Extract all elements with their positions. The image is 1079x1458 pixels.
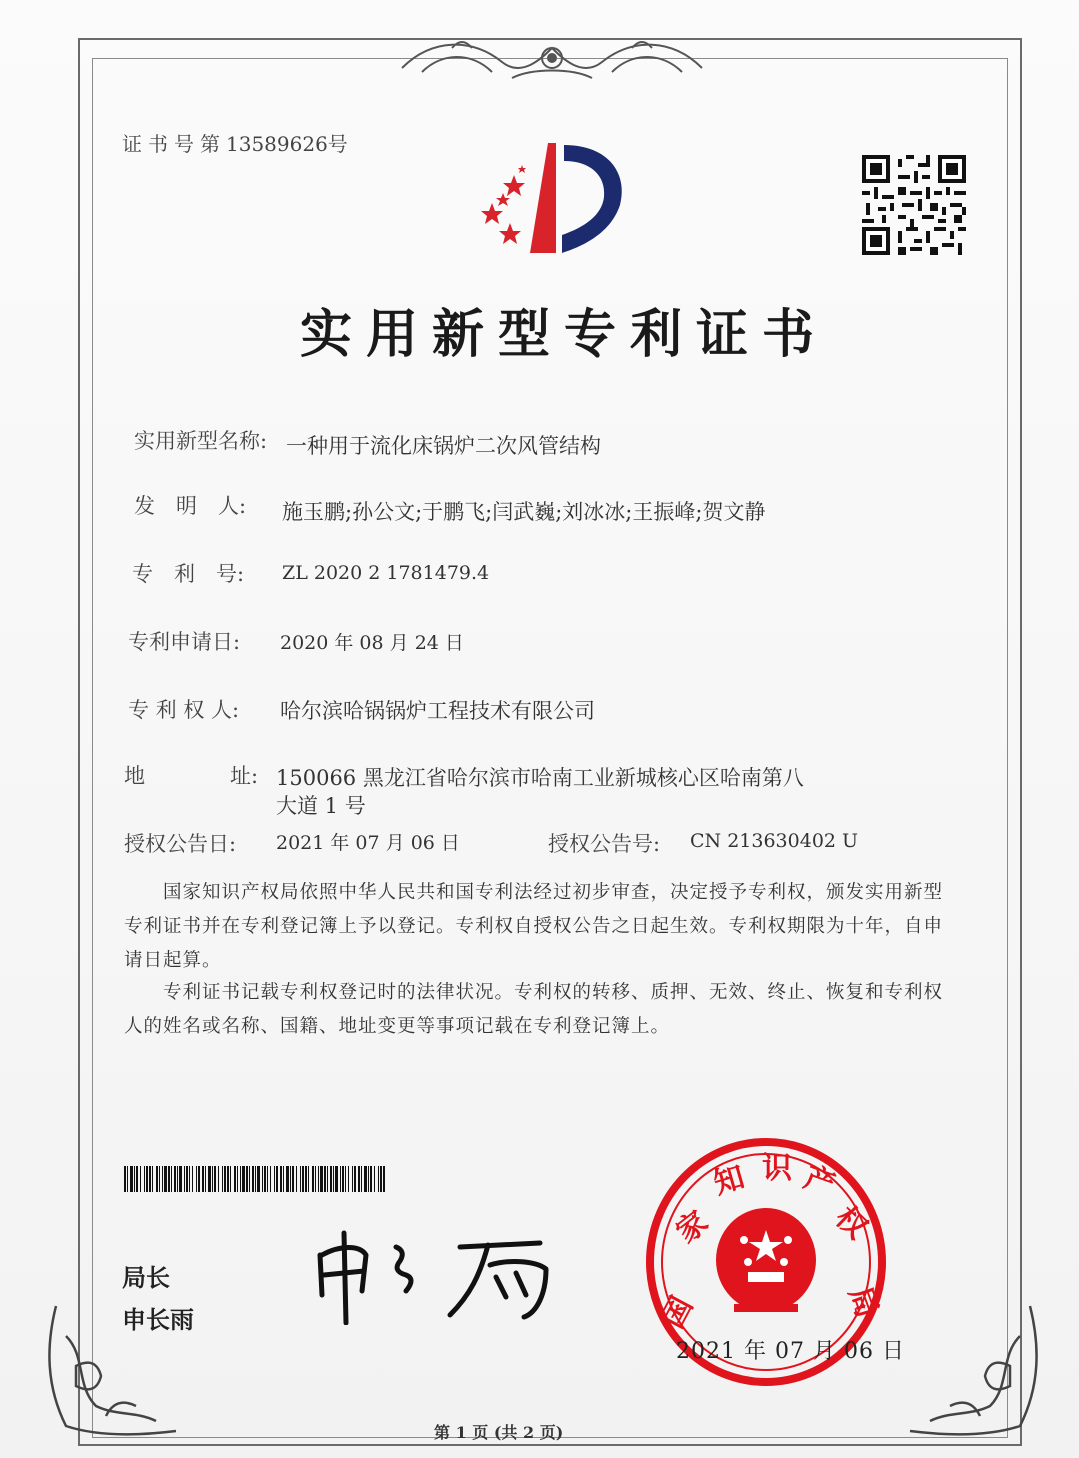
inventor-label: 发 明 人:: [134, 494, 247, 518]
patent-number-value: ZL 2020 2 1781479.4: [282, 562, 490, 584]
svg-text:知: 知: [709, 1159, 749, 1202]
ornament-top-icon: [392, 28, 712, 92]
certificate-number: [122, 128, 354, 157]
signatory-title: 局长: [122, 1264, 170, 1292]
handwritten-signature-icon: [310, 1225, 560, 1325]
qr-code-icon: [862, 155, 966, 255]
certificate-number-label: 证书号第: [122, 132, 226, 156]
svg-text:权: 权: [828, 1199, 875, 1247]
svg-text:局: 局: [841, 1282, 885, 1323]
seal-date: 2021 年 07 月 06 日: [676, 1339, 905, 1364]
cnipa-logo-icon: [470, 135, 635, 260]
patent-number-label: 专 利 号:: [132, 562, 245, 586]
signatory-name: 申长雨: [122, 1306, 194, 1334]
address-line-2: 大道 1 号: [276, 794, 366, 818]
certificate-number-value: 13589626: [226, 132, 328, 156]
grant-date-label: 授权公告日:: [124, 832, 237, 856]
grant-number-label: 授权公告号:: [548, 832, 661, 856]
name-label: 实用新型名称:: [134, 429, 268, 453]
body-paragraph-1: 国家知识产权局依照中华人民共和国专利法经过初步审查，决定授予专利权，颁发实用新型专利证书并在专利登记簿上予以登记。专利权自授权公告之日起生效。专利权期限为十年，自申请日起算。: [124, 882, 944, 971]
certificate-number-suffix: 号: [327, 132, 354, 156]
address-label-1: 地: [124, 764, 145, 788]
svg-text:家: 家: [669, 1204, 715, 1251]
address-label-2: 址:: [230, 764, 259, 788]
svg-text:产: 产: [799, 1160, 840, 1204]
page-number: 第 1 页 (共 2 页): [434, 1423, 564, 1442]
apply-date-value: 2020 年 08 月 24 日: [280, 632, 464, 654]
owner-label: 专 利 权 人:: [128, 698, 240, 722]
owner-value: 哈尔滨哈锅锅炉工程技术有限公司: [280, 699, 595, 723]
address-line-1: 150066 黑龙江省哈尔滨市哈南工业新城核心区哈南第八: [276, 766, 804, 790]
grant-number-value: CN 213630402 U: [690, 830, 859, 852]
apply-date-label: 专利申请日:: [128, 630, 241, 654]
inventor-value: 施玉鹏;孙公文;于鹏飞;闫武巍;刘冰冰;王振峰;贺文静: [282, 500, 766, 524]
svg-text:识: 识: [762, 1151, 792, 1186]
grant-date-value: 2021 年 07 月 06 日: [276, 832, 460, 854]
name-value: 一种用于流化床锅炉二次风管结构: [286, 434, 601, 458]
ornament-corner-right-icon: [900, 1296, 1050, 1446]
body-paragraph-2: 专利证书记载专利权登记时的法律状况。专利权的转移、质押、无效、终止、恢复和专利权人的姓名或名称、国籍、地址变更等事项记载在专利登记簿上。: [124, 982, 944, 1037]
certificate-title: 实用新型专利证书: [300, 304, 829, 365]
svg-text:国: 国: [655, 1291, 701, 1334]
barcode-icon: [124, 1166, 386, 1192]
